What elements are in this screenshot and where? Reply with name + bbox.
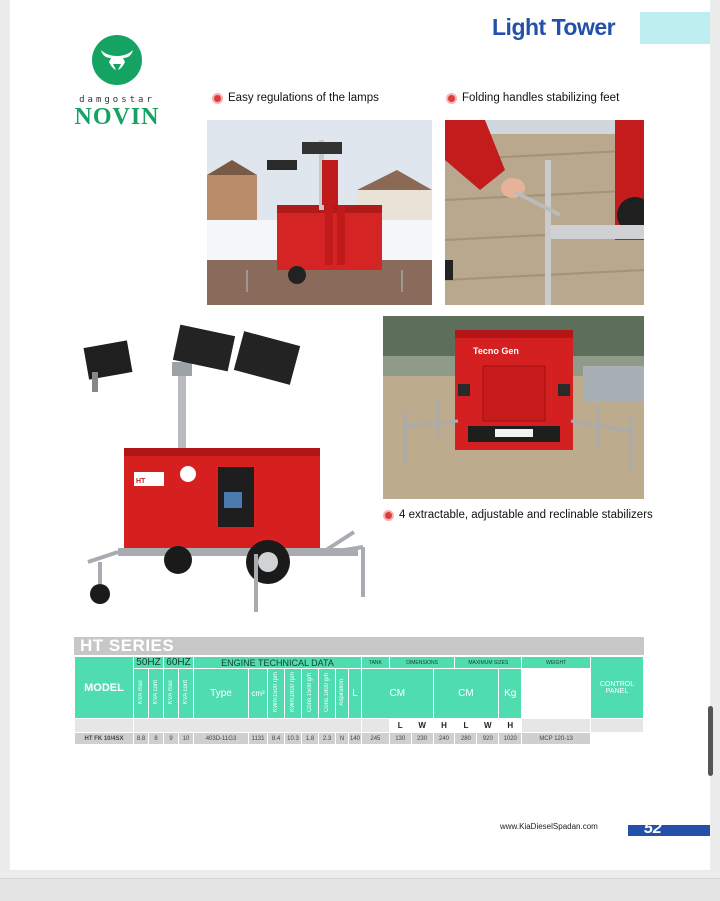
hz50-header: 50HZ <box>134 657 164 669</box>
engine-header: ENGINE TECHNICAL DATA <box>194 657 362 669</box>
bullet-icon <box>212 93 223 104</box>
cons1800-header: Cons.1800 g/h <box>324 672 330 713</box>
caption-stabilizers <box>383 509 653 521</box>
letter-l: L <box>389 719 411 733</box>
table-cell: 8.4 <box>268 733 285 745</box>
table-cell: 8 <box>149 733 164 745</box>
table-cell: 230 <box>411 733 433 745</box>
kwm1800-header: KWm1800 rpm <box>290 672 296 713</box>
max-sizes-header: MAXIMUM SIZES <box>455 657 522 669</box>
page-title: Light Tower <box>492 14 616 40</box>
weight-header: WEIGHT <box>522 657 591 669</box>
bullet-icon <box>446 93 457 104</box>
weight-unit: Kg <box>499 669 522 719</box>
kva-max-50-header: KVA max <box>138 680 144 705</box>
brand-name: NOVIN <box>74 104 160 130</box>
cons1500-header: Cons.1500 g/h <box>307 672 313 713</box>
letters-spacer <box>522 719 591 733</box>
letter-w: W <box>477 719 499 733</box>
brand-logo <box>62 34 172 144</box>
letter-l: L <box>455 719 477 733</box>
photo-folding-handles <box>445 120 644 305</box>
table-cell: 130 <box>389 733 411 745</box>
table-cell-model: HT FK 10/4SX <box>75 733 134 745</box>
caption-stabilizers-text: 4 extractable, adjustable and reclinable stabilizers <box>399 509 653 521</box>
next-page-edge <box>0 878 720 901</box>
photo-lamp-regulation <box>207 120 432 305</box>
letter-w: W <box>411 719 433 733</box>
letters-spacer <box>134 719 362 733</box>
tank-header: TANK <box>362 657 390 669</box>
table-cell: 245 <box>362 733 390 745</box>
light-tower-product-image <box>78 322 378 612</box>
dimensions-unit: CM <box>362 669 434 719</box>
table-cell: 1020 <box>499 733 522 745</box>
aspiration-header: Aspiration <box>339 679 345 706</box>
table-cell: 240 <box>433 733 455 745</box>
generator-brand-text: Tecno Gen <box>473 346 519 356</box>
kwm1500-header: KWm1500 rpm <box>273 672 279 713</box>
table-cell: 9 <box>164 733 179 745</box>
bullet-icon <box>383 510 394 521</box>
table-cell: 1.8 <box>302 733 319 745</box>
kva-max-60-header: KVA max <box>168 680 174 705</box>
svg-text:HT: HT <box>136 478 146 485</box>
page-number: 52 <box>644 820 662 837</box>
footer-url: www.KiaDieselSpadan.com <box>500 822 598 831</box>
spec-table <box>74 656 644 745</box>
table-cell: 1131 <box>249 733 268 745</box>
max-sizes-unit: CM <box>433 669 499 719</box>
table-cell-control-panel: MCP 120-13 <box>522 733 591 745</box>
bull-head-icon <box>91 34 143 86</box>
caption-lamps <box>212 92 379 104</box>
scrollbar-thumb[interactable] <box>708 706 713 776</box>
photo-stabilizers <box>383 316 644 499</box>
letters-spacer <box>362 719 390 733</box>
table-cell: 8.8 <box>134 733 149 745</box>
cm3-header: cm³ <box>249 669 268 719</box>
title-accent-box <box>640 12 710 44</box>
table-cell: 2.3 <box>319 733 336 745</box>
letters-spacer <box>75 719 134 733</box>
table-cell: 280 <box>455 733 477 745</box>
footer-accent-bar <box>628 825 710 836</box>
dimensions-header: DIMENSIONS <box>389 657 455 669</box>
series-header <box>74 637 644 655</box>
letters-spacer <box>591 719 644 733</box>
engine-type-header: Type <box>194 669 249 719</box>
series-label: HT SERIES <box>80 636 175 655</box>
table-cell: 403D-11G3 <box>194 733 249 745</box>
table-cell: N <box>336 733 349 745</box>
caption-handles <box>446 92 619 104</box>
model-header: MODEL <box>75 657 134 719</box>
brand-small-text: damgostar <box>79 95 155 105</box>
caption-handles-text: Folding handles stabilizing feet <box>462 92 620 104</box>
caption-lamps-text: Easy regulations of the lamps <box>228 92 379 104</box>
tank-unit: L <box>349 669 362 719</box>
table-cell: 140 <box>349 733 362 745</box>
kva-cont-60-header: KVA cont <box>183 680 189 705</box>
table-cell: 10.3 <box>285 733 302 745</box>
letter-h: H <box>499 719 522 733</box>
control-panel-header: CONTROL PANEL <box>591 657 644 719</box>
letter-h: H <box>433 719 455 733</box>
hz60-header: 60HZ <box>164 657 194 669</box>
table-cell: 10 <box>179 733 194 745</box>
kva-cont-50-header: KVA cont <box>153 680 159 705</box>
table-cell: 920 <box>477 733 499 745</box>
